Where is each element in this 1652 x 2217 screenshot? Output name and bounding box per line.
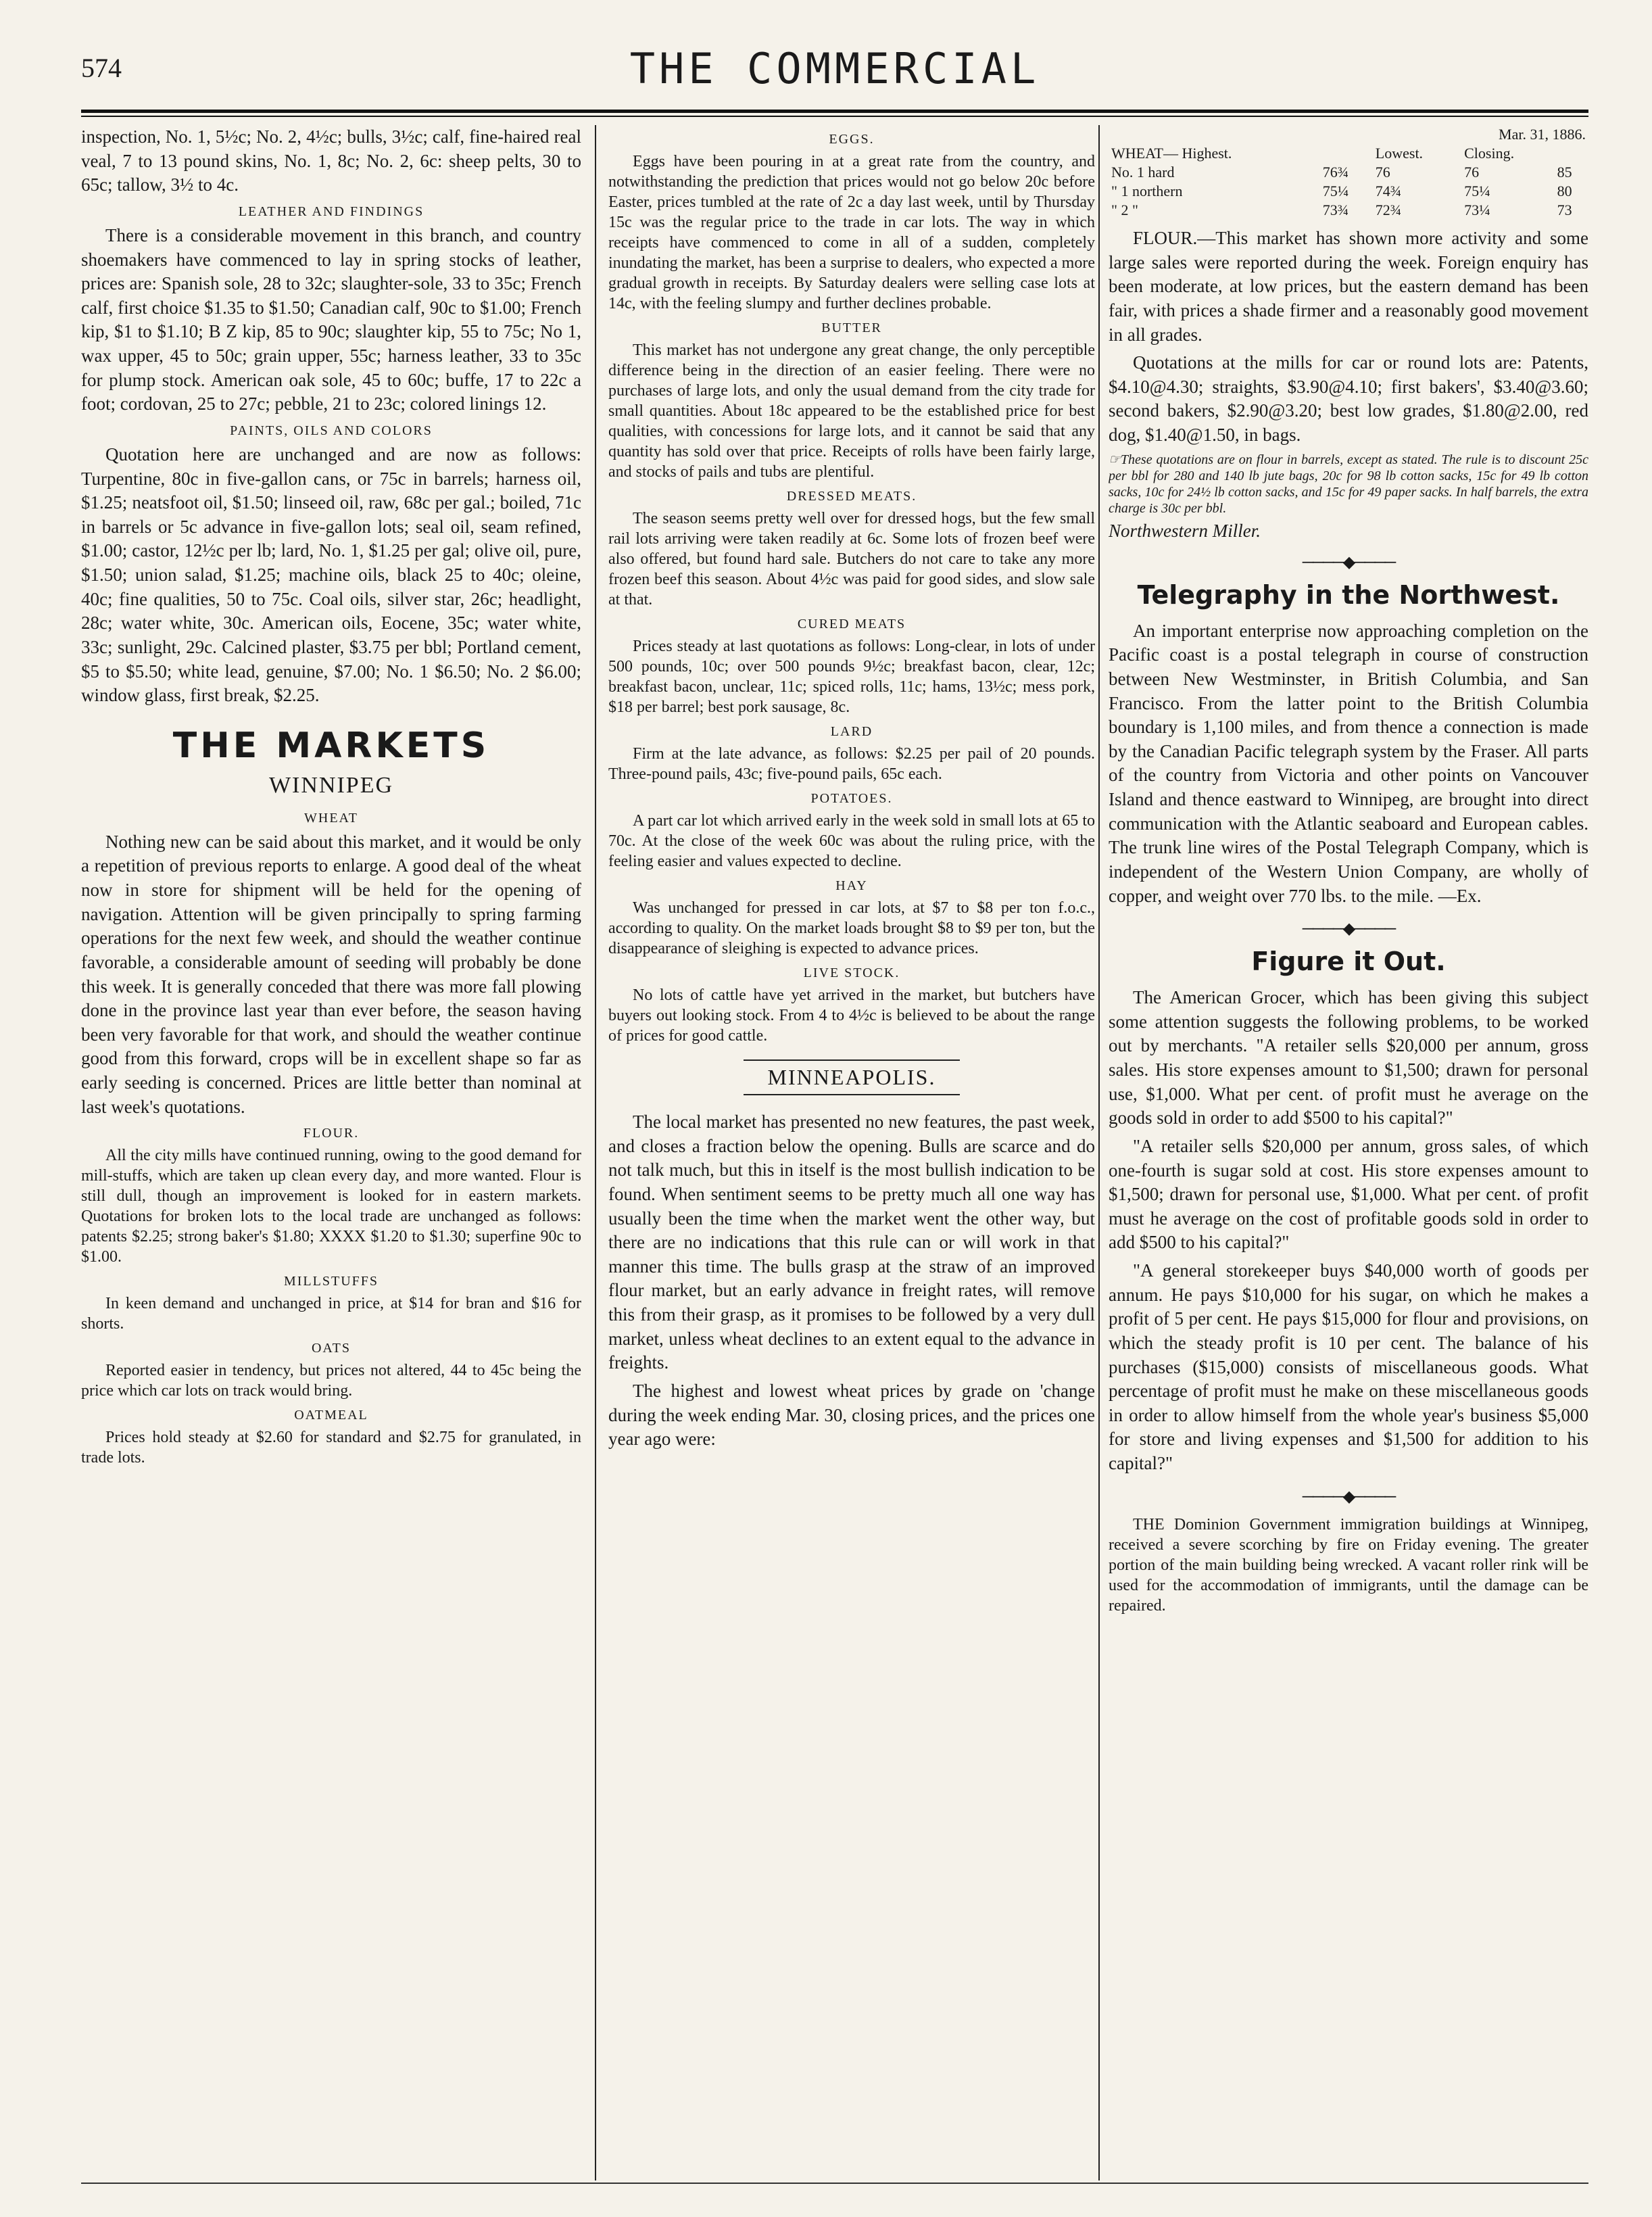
masthead-title: THE COMMERCIAL (629, 44, 1040, 93)
paints-heading: PAINTS, OILS AND COLORS (230, 423, 433, 438)
cured-meats-heading: CURED MEATS (797, 617, 906, 631)
leather-heading: LEATHER AND FINDINGS (238, 204, 424, 219)
wheat-table-cell: 73¼ (1464, 201, 1490, 218)
wheat-table-cell: 73¾ (1322, 201, 1349, 218)
wheat-table-cell: 85 (1557, 164, 1572, 181)
source-credit: Northwestern Miller. (1109, 520, 1261, 541)
leather-paragraph: There is a considerable movement in this branch, and country shoemakers have commenced to lay in spring stocks of leather, prices are: Spanish sole, 28 to 32c; slaughter-sole, 33 to 35c; French calf, first choice $1.35 to $1.50; Canadian calf, 90c to $1.00; French kip, $1 to $1.10; B Z kip, 85 to 90c; slaughter kip, 55 to 75c; No 1, wax upper, 45 to 50c; grain upper, 55c; harness leather, 33 to 35c for plump stock. American oak sole, 45 to 60c; buffe, 17 to 22c a foot; cordovan, 25 to 27c; pebble, 21 to 23c; colored linings 12. (81, 224, 581, 414)
page-header (81, 44, 1588, 105)
wheat-table-cell: 80 (1557, 183, 1572, 199)
wheat-price-table (1109, 125, 1588, 220)
wheat-table-cell: 76 (1375, 164, 1390, 181)
wheat-table-cell: 73 (1557, 201, 1572, 218)
oatmeal-heading: OATMEAL (294, 1408, 368, 1423)
lard-paragraph: Firm at the late advance, as follows: $2.25 per pail of 20 pounds. Three-pound pails, 43c; five-pound pails, 65c each. (608, 745, 1095, 783)
wheat-table-date: Mar. 31, 1886. (1499, 126, 1586, 143)
column-divider-1 (595, 125, 596, 2180)
column-divider-2 (1098, 125, 1100, 2180)
dressed-meats-heading: DRESSED MEATS. (786, 489, 917, 504)
flour-market-paragraph: FLOUR.—This market has shown more activity and some large sales were reported during the week. Foreign enquiry has been moderate, at low prices, but the eastern demand has been fair, with prices a shade firmer and a reasonably good movement in all grades. (1109, 228, 1588, 345)
butter-paragraph: This market has not undergone any great change, the only perceptible difference being in the direction of an easier feeling. There were no purchases of large lots, and only the usual demand from the city trade for small quantities. About 18c appeared to be the established price for best qualities, with concessions for large lots, and it cannot be said that any quantity has sold over that price. Receipts of rolls have been fairly large, and stocks of pails and tubs are plentiful. (608, 341, 1095, 481)
potatoes-paragraph: A part car lot which arrived early in the week sold in small lots at 65 to 70c. At the close of the week 60c was about the ruling price, with the feeling easier and values expected to decline. (608, 812, 1095, 870)
flour-quotations-paragraph: Quotations at the mills for car or round lots are: Patents, $4.10@4.30; straights, $3.90@4.10; first bakers', $3.40@3.60; second bakers, $2.90@3.20; best low grades, $1.80@2.00, red dog, $1.40@1.50, in bags. (1109, 352, 1588, 445)
wheat-table-header (1320, 144, 1373, 163)
column-1 (81, 125, 581, 2194)
wheat-table-row (1109, 201, 1588, 220)
cured-meats-paragraph: Prices steady at last quotations as follows: Long-clear, in lots of under 500 pounds, 10c; over 500 pounds 9½c; breakfast bacon, clear, 12c; breakfast bacon, unclear, 11c; spiced rolls, 11c; hams, 13½c; mess pork, $18 per barrel; best pork sausage, 8c. (608, 638, 1095, 716)
minneapolis-paragraph-2: The highest and lowest wheat prices by grade on 'change during the week ending Mar. 30, closing prices, and the prices one year ago were: (608, 1380, 1095, 1450)
oatmeal-paragraph: Prices hold steady at $2.60 for standard and $2.75 for granulated, in trade lots. (81, 1429, 581, 1467)
wheat-table-header: Closing. (1464, 145, 1515, 162)
live-stock-paragraph: No lots of cattle have yet arrived in the market, but butchers have buyers out looking stock. From 4 to 4½c is believed to be about the range of prices for good cattle. (608, 986, 1095, 1045)
header-rule-thick (81, 110, 1588, 113)
wheat-table-header: Lowest. (1375, 145, 1424, 162)
wheat-table-cell: 74¾ (1375, 183, 1402, 199)
inspection-paragraph: inspection, No. 1, 5½c; No. 2, 4½c; bulls, 3½c; calf, fine-haired real veal, 7 to 13 pound skins, No. 1, 8c; No. 2, 6c: sheep pelts, 30 to 65c; tallow, 3½ to 4c. (81, 126, 581, 195)
hay-heading: HAY (835, 878, 868, 893)
winnipeg-heading: WINNIPEG (268, 772, 394, 798)
butter-heading: BUTTER (821, 320, 882, 335)
separator-ornament: ────◆──── (1302, 553, 1395, 571)
flour-note: ☞These quotations are on flour in barrels, except as stated. The rule is to discount 25c per bbl for 280 and 140 lb jute bags, 20c for 98 lb cotton sacks, 15c for 49 lb cotton sacks, 10c for 24½ lb cotton sacks, and 15c for 49 paper sacks. In half barrels, the extra charge is 30c per bbl. (1109, 452, 1588, 516)
wheat-table-row (1109, 182, 1588, 201)
potatoes-heading: POTATOES. (810, 791, 893, 806)
eggs-paragraph: Eggs have been pouring in at a great rate from the country, and notwithstanding the prediction that prices would not go below 20c before Easter, prices tumbled at the rate of 2c a day last week, until by Thursday 15c was the regular price to the trade in car lots. The way in which receipts have commenced to come in all of a sudden, completely inundating the market, has been a surprise to dealers, who expected a more gradual growth in receipts. By Saturday dealers were selling case lots at 14c, with the feeling slumpy and further declines probable. (608, 153, 1095, 312)
flour-heading: FLOUR. (303, 1126, 360, 1141)
oats-heading: OATS (311, 1341, 351, 1356)
wheat-table-cell: 76 (1464, 164, 1480, 181)
minneapolis-heading: MINNEAPOLIS. (744, 1059, 960, 1095)
oats-paragraph: Reported easier in tendency, but prices not altered, 44 to 45c being the price which car lots on track would bring. (81, 1362, 581, 1400)
lard-heading: LARD (830, 724, 873, 739)
telegraphy-paragraph: An important enterprise now approaching completion on the Pacific coast is a postal telegraph in course of construction between New Westminster, in British Columbia, and San Francisco. From the latter point to the British Columbia boundary is 1,100 miles, and from thence a connection is made by the Canadian Pacific telegraph system by the Fraser. All parts of the country from Victoria and other points on Vancouver Island and thence eastward to Winnipeg, are brought into direct communication with the Atlantic seaboard and European cables. The trunk line wires of the Postal Telegraph Company, which is independent of the Western Union Company, are wholly of copper, and weight over 770 lbs. to the mile. —Ex. (1109, 620, 1588, 906)
column-3 (1109, 125, 1588, 2194)
hay-paragraph: Was unchanged for pressed in car lots, at $7 to $8 per ton f.o.c., according to quality. On the market loads brought $8 to $9 per ton, but the disappearance of sleighing is expected to advance prices. (608, 899, 1095, 957)
wheat-table-cell: 75¼ (1464, 183, 1490, 199)
wheat-table-row (1109, 163, 1588, 182)
wheat-table-cell: No. 1 hard (1111, 164, 1175, 181)
minneapolis-paragraph-1: The local market has presented no new features, the past week, and closes a fraction below the opening. Bulls are scarce and do not talk much, but this in itself is the most bullish indication to be found. When sentiment seems to be pretty much all one way has usually been the time when the market went the other way, but there are no indications that this rule can or will work in that manner this time. The bulls grasp at the straw of an improved flour market, but an early advance in freight rates, will remove this from their grasp, as it promises to be followed by a very dull market, unless wheat declines to an extent equal to the advance in freights. (608, 1112, 1095, 1373)
millstuffs-paragraph: In keen demand and unchanged in price, at $14 for bran and $16 for shorts. (81, 1295, 581, 1333)
flour-paragraph: All the city mills have continued running, owing to the good demand for mill-stuffs, which are taken up clean every day, and more wanted. Flour is still dull, though an improvement is looked for in eastern markets. Quotations for broken lots to the local trade are unchanged as follows: patents $2.25; strong baker's $1.80; XXXX $1.20 to $1.30; superfine 90c to $1.00. (81, 1147, 581, 1266)
column-2 (608, 125, 1095, 2194)
wheat-paragraph: Nothing new can be said about this market, and it would be only a repetition of previous reports to enlarge. A good deal of the wheat now in store for shipment will be held for the opening of navigation. Attention will be given principally to spring farming operations for the next few week, and should the weather continue favorable, a considerable amount of seeding will probably be done this week. It is generally conceded that there was more fall plowing done in the province last year than ever before, the season having been very favorable for that work, and should the weather continue good from this forward, crops will be in excellent shape so far as early seeding is concerned. Prices are little better than nominal at last week's quotations. (81, 831, 581, 1117)
wheat-table-date-row (1109, 125, 1588, 144)
paints-paragraph: Quotation here are unchanged and are now as follows: Turpentine, 80c in five-gallon cans, or 75c in barrels; harness oil, $1.25; neatsfoot oil, $1.50; linseed oil, raw, 68c per gal.; boiled, 71c in barrels or 5c advance in five-gallon lots; seal oil, seam refined, $1.00; castor, 12½c per lb; lard, No. 1, $1.25 per gal; olive oil, pure, $1.50; union salad, $1.25; machine oils, black 25 to 40c; oleine, 40c; fine qualities, 50 to 75c. Coal oils, silver star, 26c; headlight, 28c; water white, 30c. American oils, Eocene, 35c; water white, 33c; sunlight, 29c. Calcined plaster, $3.75 per bbl; Portland cement, $5 to $5.50; white lead, genuine, $7.00; No. 1 $6.50; No. 2 $6.00; window glass, first break, $2.25. (81, 444, 581, 706)
dressed-meats-paragraph: The season seems pretty well over for dressed hogs, but the few small rail lots arriving were taken readily at 6c. Some lots of frozen beef were also offered, but found hard sale. Butchers do not care to take any more frozen beef this season. About 4½c was paid for good sides, and slow sale at that. (608, 510, 1095, 609)
separator-ornament: ────◆──── (1302, 1487, 1395, 1506)
header-rule-thin (81, 116, 1588, 117)
page-number: 574 (81, 53, 122, 83)
figure-paragraph-3: "A general storekeeper buys $40,000 worth of goods per annum. He pays $10,000 for his sugar, on which he makes a profit of 5 per cent. He pays $15,000 for flour and provisions, on which the steady profit is 10 per cent. The balance of his purchases ($15,000) consists of miscellaneous goods. What percentage of profit must he make on these miscellaneous goods in order to allow himself from the whole year's business $5,000 for store and living expenses and $1,500 for addition to his capital?" (1109, 1260, 1588, 1473)
wheat-table-header (1555, 144, 1588, 163)
millstuffs-heading: MILLSTUFFS (283, 1274, 379, 1289)
separator-ornament: ────◆──── (1302, 920, 1395, 938)
bottom-rule (81, 2183, 1588, 2184)
wheat-table-header: WHEAT— Highest. (1111, 145, 1232, 162)
figure-paragraph-2: "A retailer sells $20,000 per annum, gross sales, of which one-fourth is sugar sold at cost. His store expenses amount to $1,500; drawn for personal use, $1,000. What per cent. of profit must he average on the cost of profitable goods sold in order to add $500 to his capital?" (1109, 1135, 1588, 1253)
wheat-table-cell: 75¼ (1322, 183, 1349, 199)
wheat-table-cell: " 2 " (1111, 201, 1138, 218)
wheat-table-cell: " 1 northern (1111, 183, 1183, 199)
telegraphy-heading: Telegraphy in the Northwest. (1137, 579, 1560, 610)
wheat-heading: WHEAT (304, 810, 358, 826)
live-stock-heading: LIVE STOCK. (803, 966, 900, 980)
wheat-table-header-row (1109, 144, 1588, 163)
markets-heading: THE MARKETS (172, 725, 490, 766)
wheat-table-cell: 72¾ (1375, 201, 1402, 218)
immigration-paragraph: THE Dominion Government immigration buildings at Winnipeg, received a severe scorching by fire on Friday evening. The greater portion of the main building being wrecked. A vacant roller rink will be used for the accommodation of immigrants, until the damage can be repaired. (1109, 1515, 1588, 1615)
figure-paragraph-1: The American Grocer, which has been giving this subject some attention suggests the following problems, to be worked out by merchants. "A retailer sells $20,000 per annum, gross sales. His store expenses amount to $1,500; drawn for personal use, $1,000. What per cent. of profit must he average on the goods sold in order to add $500 to his capital?" (1109, 987, 1588, 1128)
eggs-heading: EGGS. (829, 132, 875, 147)
figure-it-out-heading: Figure it Out. (1251, 947, 1446, 977)
wheat-table-cell: 76¾ (1322, 164, 1349, 181)
